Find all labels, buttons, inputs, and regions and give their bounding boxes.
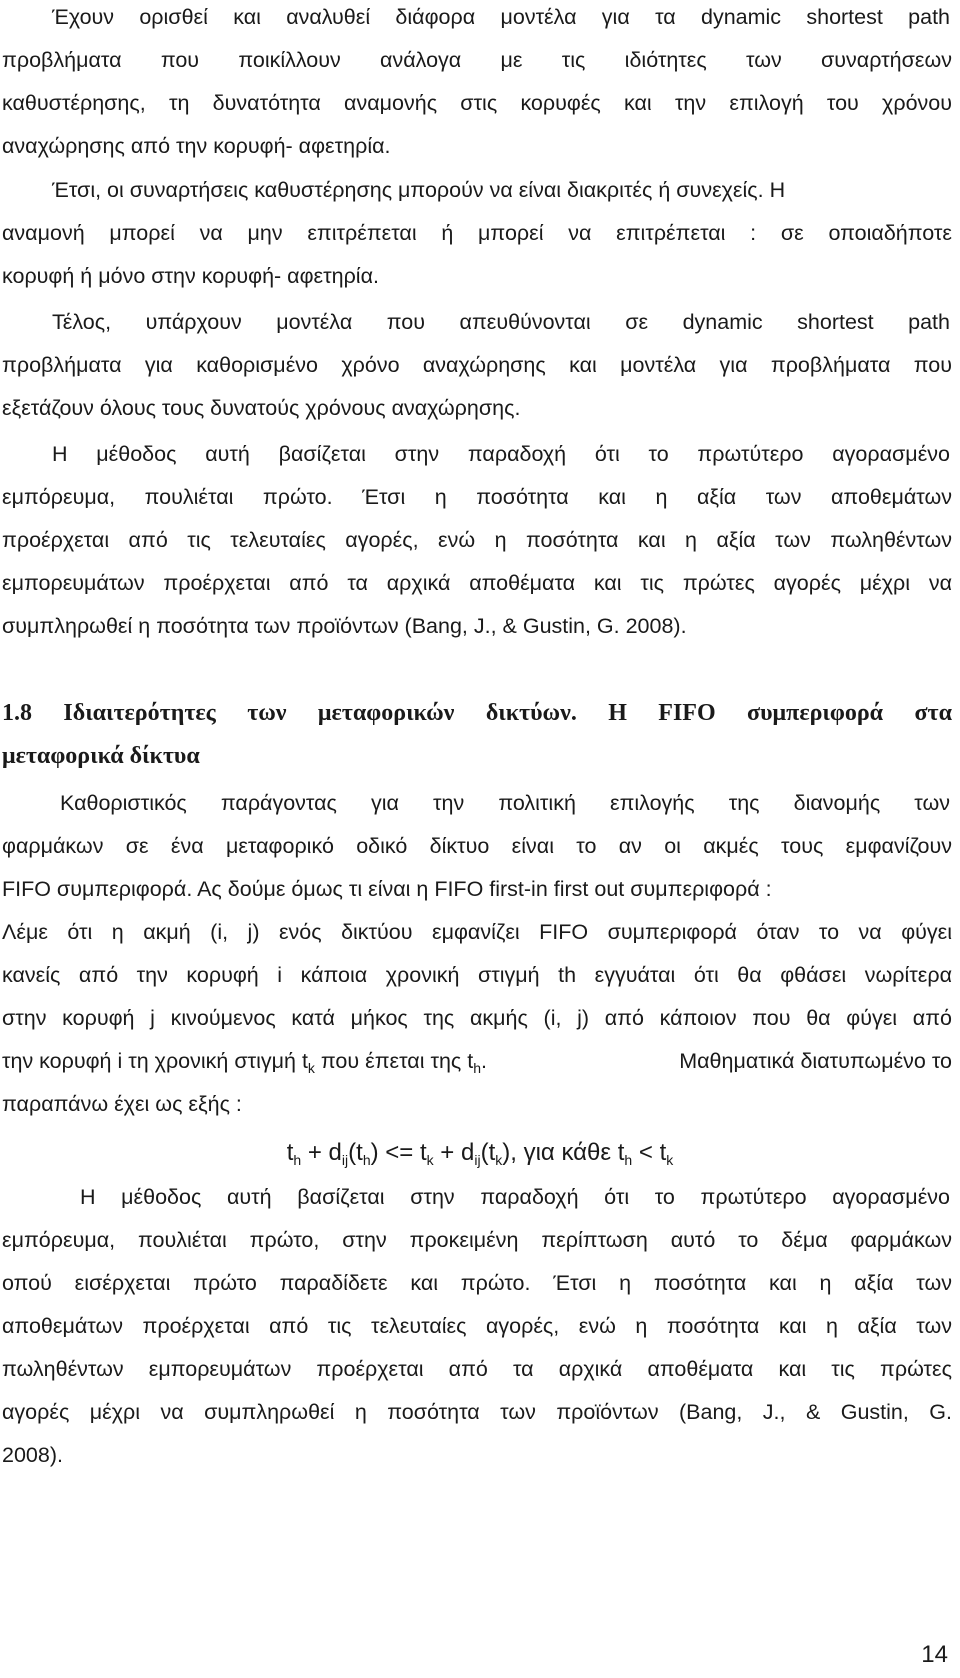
fifo-formula: $t_h + d_{ij}(t_h) <= t_k + d_{ij}(t_k)$, για κάθε $t_h < t_k$ <box>286 1139 674 1168</box>
text-line: προβλήματα που ποικίλλουν ανάλογα με τις ιδιότητες των συναρτήσεων <box>2 48 952 72</box>
text-line: αναχώρησης από την κορυφή- αφετηρία. <box>2 134 391 158</box>
page-number: 14 <box>921 1641 948 1668</box>
text-line: οπού εισέρχεται πρώτο παραδίδετε και πρώτο. Έτσι η ποσότητα και η αξία των <box>2 1271 952 1295</box>
text-line: προβλήματα για καθορισμένο χρόνο αναχώρησης και μοντέλα για προβλήματα που <box>2 353 952 377</box>
text-line: Καθοριστικός παράγοντας για την πολιτική επιλογής της διανομής των <box>60 791 950 815</box>
text-line: εμπόρευμα, πουλιέται πρώτο. Έτσι η ποσότητα και η αξία των αποθεμάτων <box>2 485 952 509</box>
section-heading-continued: μεταφορικά δίκτυα <box>2 743 200 769</box>
text-line: εμπόρευμα, πουλιέται πρώτο, στην προκειμένη περίπτωση αυτό το δέμα φαρμάκων <box>2 1228 952 1252</box>
text-line: φαρμάκων σε ένα μεταφορικό οδικό δίκτυο είναι το αν οι ακμές τους εμφανίζουν <box>2 834 952 858</box>
text-line: αποθεμάτων προέρχεται από τις τελευταίες αγορές, ενώ η ποσότητα και η αξία των <box>2 1314 952 1338</box>
text-line: Τέλος, υπάρχουν μοντέλα που απευθύνονται σε dynamic shortest path <box>52 310 950 334</box>
text-line: FIFO συμπεριφορά. Ας δούμε όμως τι είναι η FIFO first-in first out συμπεριφορά : <box>2 877 772 901</box>
section-heading: 1.8 Ιδιαιτερότητες των μεταφορικών δικτύων. Η FIFO συμπεριφορά στα <box>2 700 952 726</box>
text-line: Έχουν ορισθεί και αναλυθεί διάφορα μοντέλα για τα dynamic shortest path <box>52 5 950 29</box>
text-line: Λέμε ότι η ακμή (i, j) ενός δικτύου εμφανίζει FIFO συμπεριφορά όταν το να φύγει <box>2 920 952 944</box>
text-line: Έτσι, οι συναρτήσεις καθυστέρησης μπορούν να είναι διακριτές ή συνεχείς. Η <box>52 178 786 202</box>
text-line: πωληθέντων εμπορευμάτων προέρχεται από τα αρχικά αποθέματα και τις πρώτες <box>2 1357 952 1381</box>
text-line: εξετάζουν όλους τους δυνατούς χρόνους αναχώρησης. <box>2 396 521 420</box>
text-line: συμπληρωθεί η ποσότητα των προϊόντων (Bang, J., & Gustin, G. 2008). <box>2 614 687 638</box>
text-line: Η μέθοδος αυτή βασίζεται στην παραδοχή ότι το πρωτύτερο αγορασμένο <box>52 442 950 466</box>
text-line: αναμονή μπορεί να μην επιτρέπεται ή μπορεί να επιτρέπεται : σε οποιαδήποτε <box>2 221 952 245</box>
text-line: παραπάνω έχει ως εξής : <box>2 1092 242 1116</box>
text-line: αγορές μέχρι να συμπληρωθεί η ποσότητα των προϊόντων (Bang, J., & Gustin, G. <box>2 1400 952 1424</box>
text-line-with-subscripts: την κορυφή i τη χρονική στιγμή $t_k$ που έπεται της $t_h$. Μαθηματικά διατυπωμένο το <box>2 1049 952 1076</box>
text-line: προέρχεται από τις τελευταίες αγορές, ενώ η ποσότητα και η αξία των πωληθέντων <box>2 528 952 552</box>
text-line: 2008). <box>2 1443 63 1467</box>
text-line: καθυστέρησης, τη δυνατότητα αναμονής στις κορυφές και την επιλογή του χρόνου <box>2 91 952 115</box>
text-line: στην κορυφή j κινούμενος κατά μήκος της ακμής (i, j) από κάποιον που θα φύγει από <box>2 1006 952 1030</box>
text-line: Η μέθοδος αυτή βασίζεται στην παραδοχή ότι το πρωτύτερο αγορασμένο <box>80 1185 950 1209</box>
text-line: εμπορευμάτων προέρχεται από τα αρχικά αποθέματα και τις πρώτες αγορές μέχρι να <box>2 571 952 595</box>
text-line: κορυφή ή μόνο στην κορυφή- αφετηρία. <box>2 264 379 288</box>
text-line: κανείς από την κορυφή i κάποια χρονική στιγμή th εγγυάται ότι θα φθάσει νωρίτερα <box>2 963 952 987</box>
